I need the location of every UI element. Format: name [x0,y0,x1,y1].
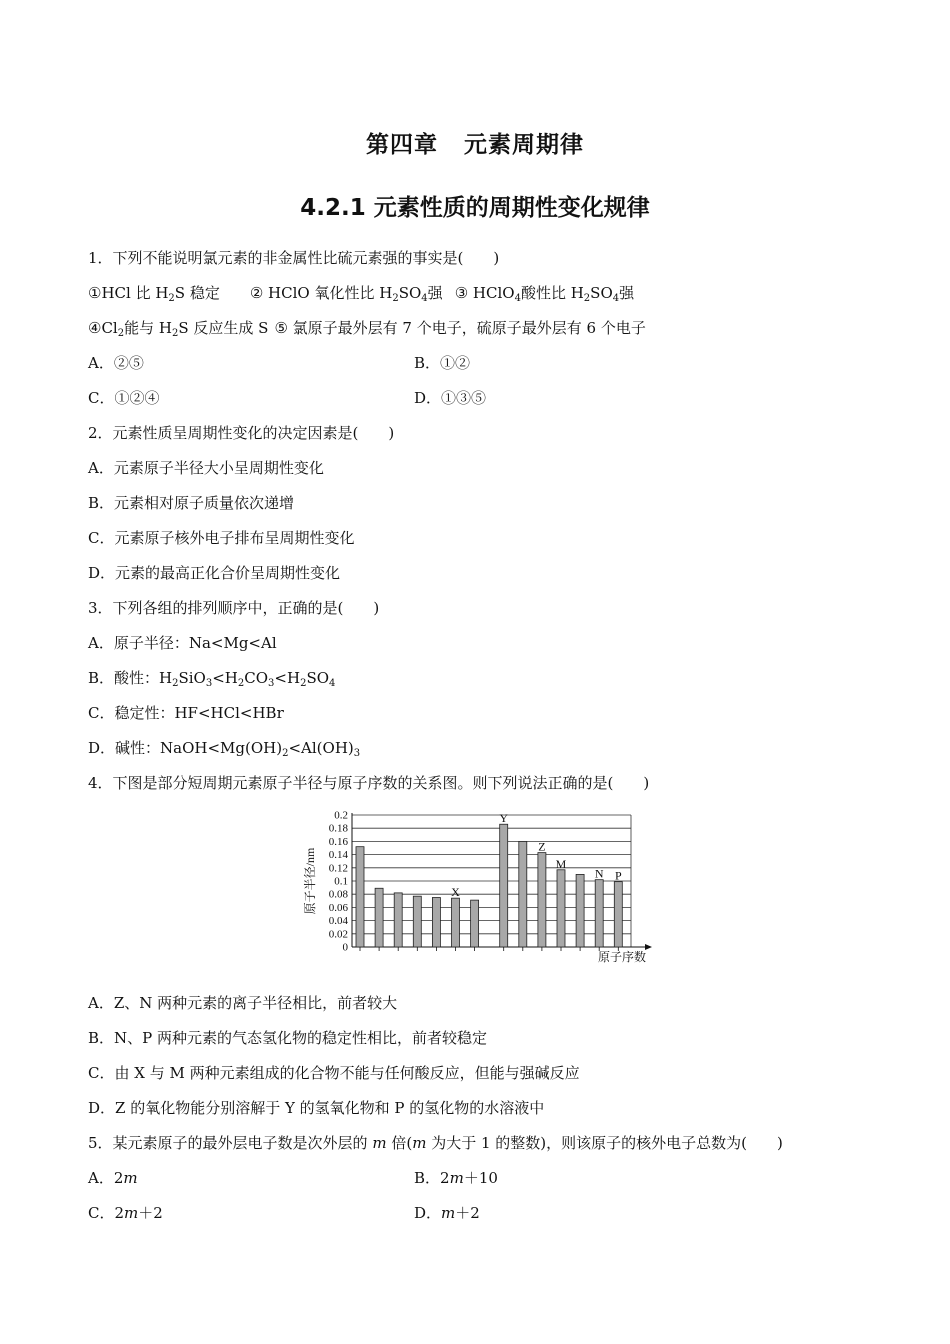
q4-option-c[interactable]: C．由 X 与 M 两种元素组成的化合物不能与任何酸反应，但能与强碱反应 [88,1064,580,1082]
bar [471,900,479,947]
q4-option-a[interactable]: A．Z、N 两种元素的离子半径相比，前者较大 [88,994,398,1012]
bar [576,874,584,947]
y-tick-label: 0.18 [328,822,348,835]
y-tick-label: 0.12 [328,862,348,875]
bar-label: Z [538,839,546,854]
q5-option-a[interactable]: A．2m [88,1169,138,1187]
q2-option-c[interactable]: C．元素原子核外电子排布呈周期性变化 [88,529,355,547]
bar [614,882,622,947]
y-tick-label: 0.04 [328,915,348,928]
bar [432,898,440,948]
q1-stem: 1．下列不能说明氯元素的非金属性比硫元素强的事实是( ) [88,249,500,267]
q2-option-a[interactable]: A．元素原子半径大小呈周期性变化 [88,459,324,477]
bar [356,847,364,947]
q3-option-b[interactable]: B．酸性：$H_2SiO_3<H_2CO_3<H_2SO_4$ [88,669,336,689]
chapter-number: 第四章 [366,132,438,158]
bar-label: X [451,885,460,900]
bar [452,898,460,947]
y-tick-label: 0.1 [334,875,348,888]
y-tick-label: 0.16 [328,835,348,848]
x-axis-arrow [645,944,652,950]
q3-stem: 3．下列各组的排列顺序中，正确的是( ) [88,599,380,617]
q5-option-d[interactable]: D．m＋2 [414,1204,480,1222]
q2-stem: 2．元素性质呈周期性变化的决定因素是( ) [88,424,395,442]
q4-option-b[interactable]: B．N、P 两种元素的气态氢化物的稳定性相比，前者较稳定 [88,1029,488,1047]
chapter-name: 元素周期律 [464,132,584,158]
bar-label: P [614,868,622,883]
q5-option-b[interactable]: B．2m＋10 [414,1169,498,1187]
q1-option-a[interactable]: A．②⑤ [88,354,144,372]
y-tick-label: 0.08 [328,888,348,901]
q2-option-d[interactable]: D．元素的最高正化合价呈周期性变化 [88,564,341,582]
q4-option-d[interactable]: D．Z 的氧化物能分别溶解于 Y 的氢氧化物和 P 的氢化物的水溶液中 [88,1099,545,1117]
bar [500,824,508,947]
y-tick-label: 0.06 [328,901,348,914]
bar [538,853,546,947]
y-axis-label: 原子半径/nm [303,847,317,915]
q1-option-d[interactable]: D．①③⑤ [414,389,487,407]
q5-option-c[interactable]: C．2m＋2 [88,1204,163,1222]
q2-option-b[interactable]: B．元素相对原子质量依次递增 [88,494,295,512]
q1-option-b[interactable]: B．①② [414,354,471,372]
y-tick-label: 0.02 [328,928,348,941]
y-tick-label: 0 [342,941,348,954]
q3-option-c[interactable]: C．稳定性：HF<HCl<HBr [88,704,284,722]
bar-label: M [555,856,567,871]
q1-option-c[interactable]: C．①②④ [88,389,160,407]
chapter-title [0,126,950,159]
bar [375,888,383,947]
bar-label: Y [499,811,509,826]
q5-stem: 5．某元素原子的最外层电子数是次外层的 m 倍(m 为大于 1 的整数)，则该原子的核外电子总数为( ) [88,1134,783,1152]
q4-stem: 4．下图是部分短周期元素原子半径与原子序数的关系图。则下列说法正确的是( ) [88,774,650,792]
bar [557,870,565,947]
bar [519,841,527,947]
bar [413,896,421,947]
bar [595,880,603,947]
q1-items-line2: $④Cl_2$能与 $H_2S$ 反应生成 S ⑤ 氯原子最外层有 7 个电子，硫原子最外层有 6 个电子 [88,319,646,339]
x-axis-label: 原子序数 [597,950,647,964]
bar-label: N [594,866,604,881]
section-title: 4.2.1 元素性质的周期性变化规律 [300,195,650,221]
y-tick-label: 0.14 [328,849,348,862]
q3-option-d[interactable]: D．碱性：$NaOH<Mg(OH)_2<Al(OH)_3$ [88,739,361,759]
atomic-radius-chart [300,805,660,970]
y-tick-label: 0.2 [334,809,348,822]
bar [394,893,402,947]
q1-items-line1: ①HCl 比 $H_2S$ 稳定 ② HClO 氧化性比 $H_2SO_4$强 ③ HClO$_4$酸性比 $H_2SO_4$强 [88,284,635,304]
q3-option-a[interactable]: A．原子半径：Na<Mg<Al [88,634,277,652]
